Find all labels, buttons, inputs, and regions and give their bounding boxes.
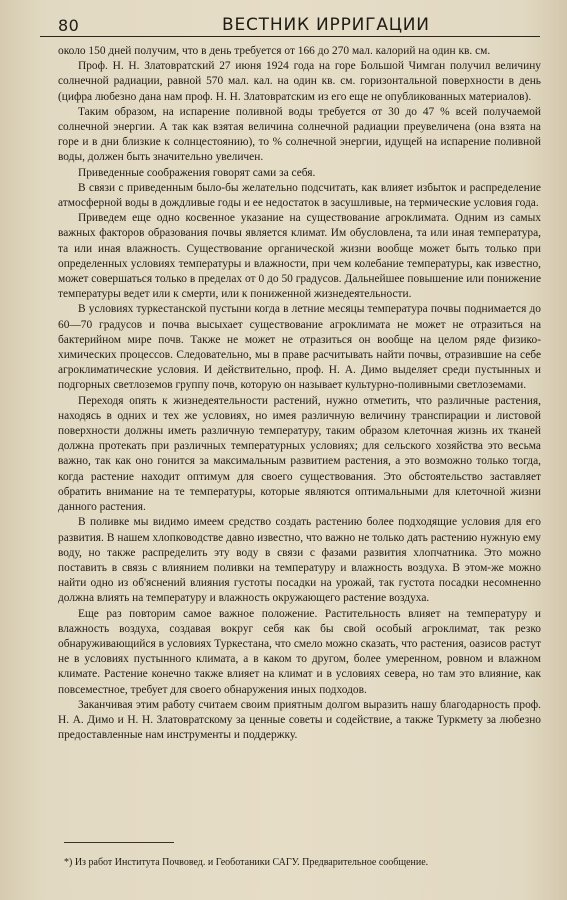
paragraph: Переходя опять к жизнедеятельности растений, нужно отметить, что различные растения, находясь в одних и тех же условиях, но имея различную величину транспирации и листовой поверхности должны иметь различную температуру, таким образом клеточная жизнь их тканей должна протекать при различных температурных условиях; для сельского хозяйства это весьма важно, так как оно гонится за максимальным развитием растения, а это возможно только тогда, когда растение находит оптимум для своего существования. Это обстоятельство заставляет обратить внимание на те температуры, которые являются оптимальными для клеточной жизни данного растения. — [58, 394, 541, 514]
paragraph: Приведем еще одно косвенное указание на существование агроклимата. Одним из самых важных факторов образования почвы является климат. Им обусловлена, та или иная температура, та или иная влажность. Существование органической жизни вообще может быть только при определенных условиях температуры и влажности, при чем колебание температуры, как известно, может совершаться только в пределах от 0 до 50 градусов. Дальнейшее повышение или понижение температуры ведет или к смерти, или к пониженной жизнедеятельности. — [58, 212, 541, 301]
article-body — [58, 44, 541, 743]
paragraph: Приведенные соображения говорят сами за себя. — [78, 166, 316, 179]
paragraph: В условиях туркестанской пустыни когда в летние месяцы температура почвы поднимается до 60—70 градусов и почва высыхает существование агроклимата не может не отразиться на бактерийном мире почв. Также не может не отразиться он вообще на целом ряде физико-химических процессов. Следовательно, мы в праве расчитывать найти почвы, отразившие на себе агроклиматические условия. И действительно, проф. Н. А. Димо выделяет среди пустынных и подгорных светлоземов группу почв, которую он называет культурно-поливными светлоземами. — [58, 303, 541, 392]
page-number: 80 — [58, 16, 80, 35]
paragraph: около 150 дней получим, что в день требуется от 166 до 270 мал. калорий на один кв. см. — [58, 45, 491, 57]
paragraph: Проф. Н. Н. Златовратский 27 июня 1924 года на горе Большой Чимган получил величину солнечной радиации, равной 570 мал. кал. на один кв. см. горизонтальной поверхности в день (цифра любезно дана нам проф. Н. Н. Златовратским из его еще не опубликованных материалов). — [58, 60, 541, 103]
journal-title: ВЕСТНИК ИРРИГАЦИИ — [222, 15, 430, 35]
paragraph: В поливке мы видимо имеем средство создать растению более подходящие условия для его развития. В нашем хлопководстве давно известно, что важно не только дать растению нужную ему воду, но также распределить эту воду в связи с фазами развития хлопчатника. Это можно поставить в связь с влиянием поливки на температуру и влажность воздуха. В этом-же можно найти одно из об'яснений влияния густоты посадки на урожай, так густота посадки несомненно должна влиять на температуру и влажность окружающего растение воздуха. — [58, 516, 541, 605]
paragraph: Еще раз повторим самое важное положение. Растительность влияет на температуру и влажность воздуха, создавая вокруг себя как бы свой особый агроклимат, так резко обнаруживающийся в условиях Туркестана, что смело можно сказать, что растения, оазисов растут не в условиях пустынного климата, а в каком то другом, более умеренном, ровном и влажном климате. Растение конечно также влияет на климат и в условиях севера, но там это влияние, как повсеместное, требует для своего обнаружения иных подходов. — [58, 607, 541, 696]
paragraph: Таким образом, на испарение поливной воды требуется от 30 до 47 % всей получаемой солнечной энергии. А так как взятая величина солнечной радиации преувеличена (она взята на горе и в дни близкие к солнцестоянию), то % солнечной энергии, идущей на испарение поливной воды, должен быть значительно увеличен. — [58, 105, 541, 164]
paragraph: Заканчивая этим работу считаем своим приятным долгом выразить нашу благодарность проф. Н. А. Димо и Н. Н. Златовратскому за ценные советы и содействие, а также Туркмету за любезно предоставленные нам инструменты и поддержку. — [58, 698, 541, 742]
running-header — [40, 14, 540, 37]
footnote-divider — [64, 842, 174, 843]
paragraph: В связи с приведенным было-бы желательно подсчитать, как влияет избыток и распределение атмосферной воды в дождливые годы и ее недостаток в засушливые, на термические условия года. — [58, 181, 541, 210]
footnote: *) Из работ Института Почвовед. и Геоботаники САГУ. Предварительное сообщение. — [64, 857, 429, 868]
